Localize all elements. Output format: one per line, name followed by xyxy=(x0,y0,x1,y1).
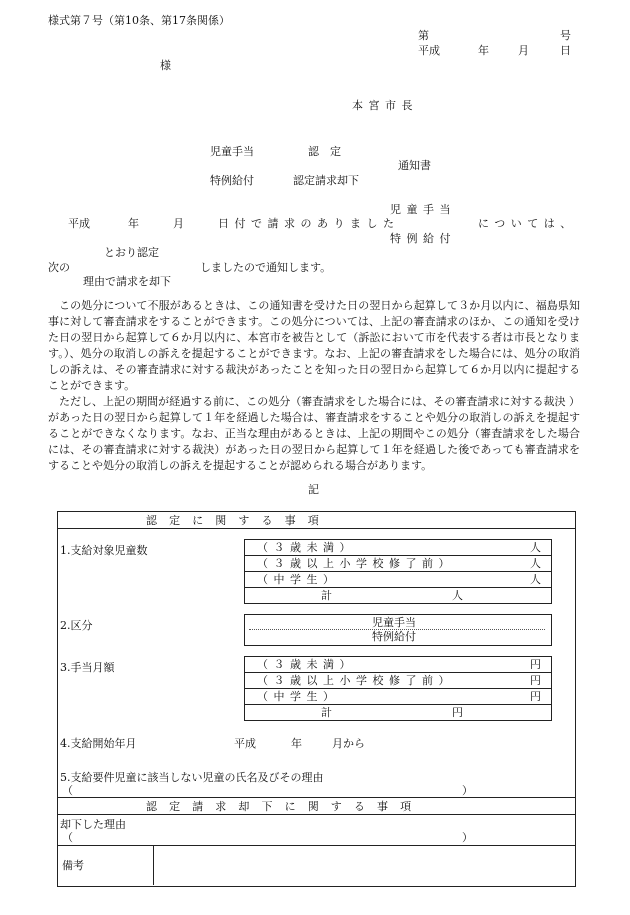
count-row-unit: 人 xyxy=(530,573,541,586)
date-month: 月 xyxy=(518,44,529,57)
date-year: 年 xyxy=(478,44,489,57)
count-row-label: （３歳以上小学校修了前） xyxy=(257,557,455,570)
count-row-label: （３歳未満） xyxy=(257,541,356,554)
body-date-text: 日付で請求のありました xyxy=(218,217,400,230)
body-option-a: 児童手当 xyxy=(390,203,456,216)
count-row-label: （中学生） xyxy=(257,573,340,586)
result-option-b: 理由で請求を却下 xyxy=(83,275,171,288)
section-header-nintei: 認定に関する事項 xyxy=(146,514,331,527)
paren-close: ） xyxy=(462,831,473,844)
addressee-suffix: 様 xyxy=(160,59,171,72)
item-start-month: 4.支給開始年月 xyxy=(60,737,137,750)
title-option-b: 特例給付 xyxy=(210,174,254,187)
amount-row-unit: 円 xyxy=(530,674,541,687)
form-number: 様式第７号（第10条、第17条関係） xyxy=(48,14,230,27)
body-month: 月 xyxy=(173,217,184,230)
item-ineligible-children: 5.支給要件児童に該当しない児童の氏名及びその理由 xyxy=(60,771,324,784)
title-option-kyakka: 認定請求却下 xyxy=(293,174,359,187)
title-option-nintei: 認 定 xyxy=(308,145,341,158)
ki-mark: 記 xyxy=(308,483,319,496)
kubun-option-b: 特例給付 xyxy=(372,630,416,643)
count-row-unit: 人 xyxy=(530,541,541,554)
count-row-unit: 人 xyxy=(530,557,541,570)
paren-open: （ xyxy=(62,831,73,844)
doc-no-suffix: 号 xyxy=(560,29,571,42)
title-option-a: 児童手当 xyxy=(210,145,254,158)
body-option-b: 特例給付 xyxy=(390,232,456,245)
reject-reason-label: 却下した理由 xyxy=(60,818,126,831)
kubun-option-a: 児童手当 xyxy=(372,616,416,629)
body-prefix: 次の xyxy=(48,261,70,274)
body-regarding: については、 xyxy=(478,217,577,230)
amount-row-label: （３歳以上小学校修了前） xyxy=(257,674,455,687)
result-option-a: とおり認定 xyxy=(104,246,159,259)
start-month: 月から xyxy=(332,737,365,750)
date-day: 日 xyxy=(560,44,571,57)
paren-open: （ xyxy=(62,784,73,797)
item-child-count: 1.支給対象児童数 xyxy=(60,544,148,557)
paren-close: ） xyxy=(462,784,473,797)
section-header-kyakka: 認定請求却下に関する事項 xyxy=(146,800,424,813)
body-era: 平成 xyxy=(68,217,90,230)
amount-row-label: （３歳未満） xyxy=(257,658,356,671)
amount-row-unit: 円 xyxy=(530,690,541,703)
appeal-paragraph-1: この処分について不服があるときは、この通知書を受けた日の翌日から起算して３か月以内に、福島県知事に対して審査請求をすることができます。この処分については、上記の審査請求のほか、この通知を受けた日の翌日から起算して６か月以内に、本宮市を被告として（訴訟において市を代表する者は市長となります。）、処分の取消しの訴えを提起することができます。なお、上記の審査請求をした場合には、処分の取消しの訴えは、その審査請求に対する裁決があったことを知った日の翌日から起算して６か月以内に提起することができます。 xyxy=(48,299,580,392)
issuer: 本宮市長 xyxy=(352,99,418,112)
amount-total-label: 計 xyxy=(321,706,332,719)
doc-no-prefix: 第 xyxy=(418,29,429,42)
body-year: 年 xyxy=(128,217,139,230)
amount-total-unit: 円 xyxy=(452,706,463,719)
start-era: 平成 xyxy=(234,737,256,750)
date-era: 平成 xyxy=(418,44,440,57)
count-total-label: 計 xyxy=(321,589,332,602)
amount-row-unit: 円 xyxy=(530,658,541,671)
body-notice: しましたので通知します。 xyxy=(200,261,332,274)
remarks-label: 備考 xyxy=(62,859,84,872)
count-total-unit: 人 xyxy=(452,589,463,602)
title-suffix: 通知書 xyxy=(398,159,431,172)
amount-row-label: （中学生） xyxy=(257,690,340,703)
appeal-paragraph-2: ただし、上記の期間が経過する前に、この処分（審査請求をした場合には、その審査請求に対する裁決 ）があった日の翌日から起算して１年を経過した場合は、審査請求をすることや処分の取消しの訴えを提起することができなくなります。なお、正当な理由があるときは、上記の期間やこの処分（審査請求をした場合には、その審査請求に対する裁決）があった日の翌日から起算して１年を経過した後であっても審査請求をすることや処分の取消しの訴えを提起することが認められる場合があります。 xyxy=(48,395,580,472)
item-monthly-amount: 3.手当月額 xyxy=(60,661,115,674)
item-kubun: 2.区分 xyxy=(60,619,93,632)
start-year: 年 xyxy=(291,737,302,750)
appeal-notice xyxy=(48,298,580,474)
